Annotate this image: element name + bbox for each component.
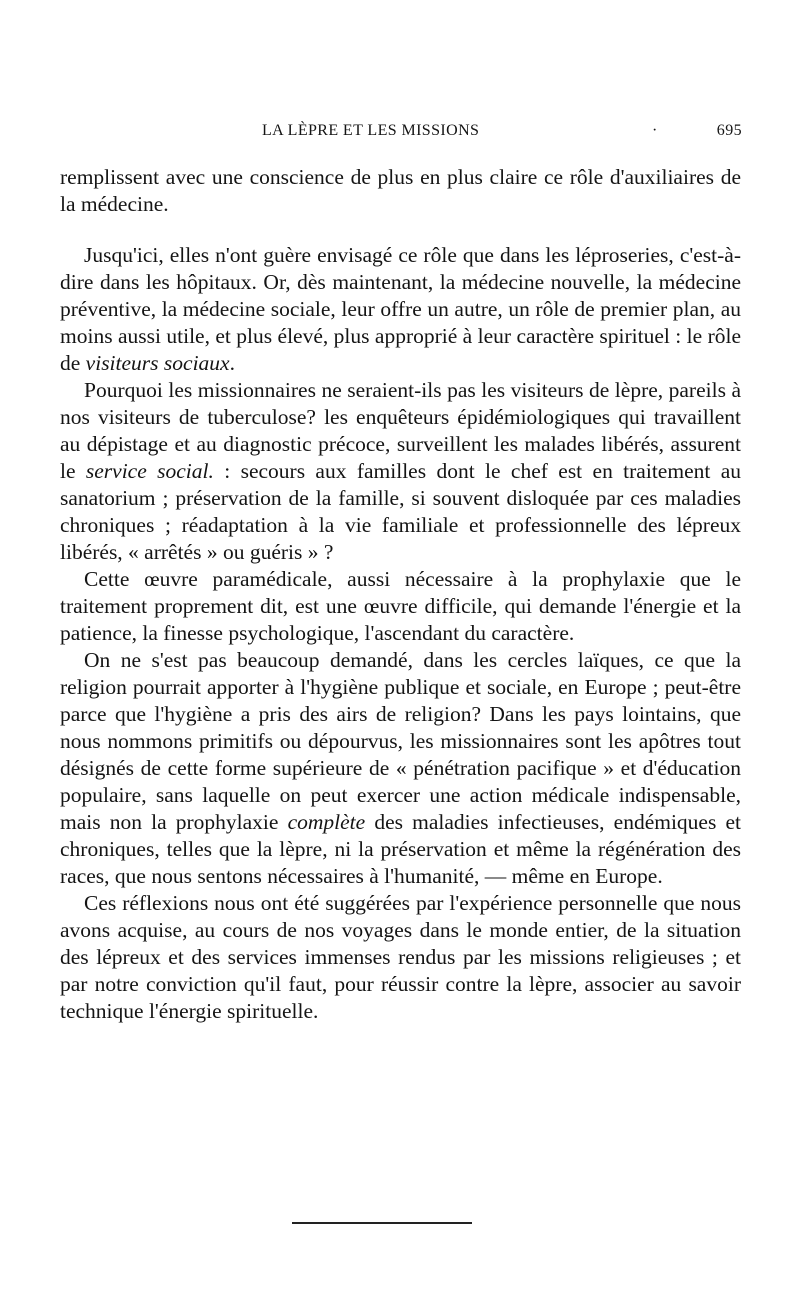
end-of-section-rule — [292, 1222, 472, 1224]
header-dot: · — [652, 122, 658, 139]
paragraph-6-text: Ces réflexions nous ont été suggérées par l'expérience personnelle que nous avons acquise, au cours de nos voyages dans le monde entier, de la situation des lépreux et des services immenses rendus par les missions religieuses ; et par notre conviction qu'il faut, pour réussir contre la lèpre, associer au savoir technique l'énergie spirituelle. — [60, 891, 741, 1023]
paragraph-1-text: remplissent avec une conscience de plus en plus claire ce rôle d'auxiliaires de la médecine. — [60, 165, 741, 216]
paragraph-2-text: Jusqu'ici, elles n'ont guère envisagé ce rôle que dans les léproseries, c'est-à-dire dans les hôpitaux. Or, dès maintenant, la médecine nouvelle, la médecine préventive, la médecine sociale, leur offre un autre, un rôle de premier plan, au moins aussi utile, et plus élevé, plus approprié à leur caractère spirituel : le rôle de — [60, 243, 741, 375]
paragraph-3-end: : secours aux familles dont le chef est en traitement au sanatorium ; préservation de la famille, si souvent disloquée par ces maladies chroniques ; réadaptation à la vie familiale et professionnelle des lépreux libérés, « arrêtés » ou guéris » ? — [60, 459, 741, 564]
paragraph-2-end: . — [229, 351, 235, 375]
paragraph-5-emphasis: complète — [287, 810, 366, 834]
paragraph-1 — [60, 164, 741, 218]
paragraph-2 — [60, 242, 741, 377]
paragraph-3-emphasis: service social. — [85, 459, 214, 483]
paragraph-5-end: des maladies infectieuses, endémiques et chroniques, telles que la lèpre, ni la préservation et même la régénération des races, que nous sentons nécessaires à l'humanité, — même en Europe. — [60, 810, 741, 888]
paragraph-5 — [60, 647, 741, 890]
paragraph-3 — [60, 377, 741, 566]
paragraph-4 — [60, 566, 741, 647]
running-title: LA LÈPRE ET LES MISSIONS — [262, 122, 480, 139]
paragraph-6 — [60, 890, 741, 1025]
paragraph-2-emphasis: visiteurs sociaux — [85, 351, 230, 375]
page-number: 695 — [716, 122, 742, 139]
body-text — [60, 164, 741, 1025]
paragraph-3-text: Pourquoi les missionnaires ne seraient-ils pas les visiteurs de lèpre, pareils à nos visiteurs de tuberculose? les enquêteurs épidémiologiques qui travaillent au dépistage et au diagnostic précoce, surveillent les malades libérés, assurent le — [60, 378, 741, 483]
paragraph-5-text: On ne s'est pas beaucoup demandé, dans les cercles laïques, ce que la religion pourrait apporter à l'hygiène publique et sociale, en Europe ; peut-être parce que l'hygiène a pris des airs de religion? Dans les pays lointains, que nous nommons primitifs ou dépourvus, les missionnaires sont les apôtres tout désignés de cette forme supérieure de « pénétration pacifique » et d'éducation populaire, sans laquelle on peut exercer une action médicale indispensable, mais non la prophylaxie — [60, 648, 741, 834]
running-head — [60, 122, 744, 144]
paragraph-4-text: Cette œuvre paramédicale, aussi nécessaire à la prophylaxie que le traitement proprement dit, est une œuvre difficile, qui demande l'énergie et la patience, la finesse psychologique, l'ascendant du caractère. — [60, 567, 741, 645]
